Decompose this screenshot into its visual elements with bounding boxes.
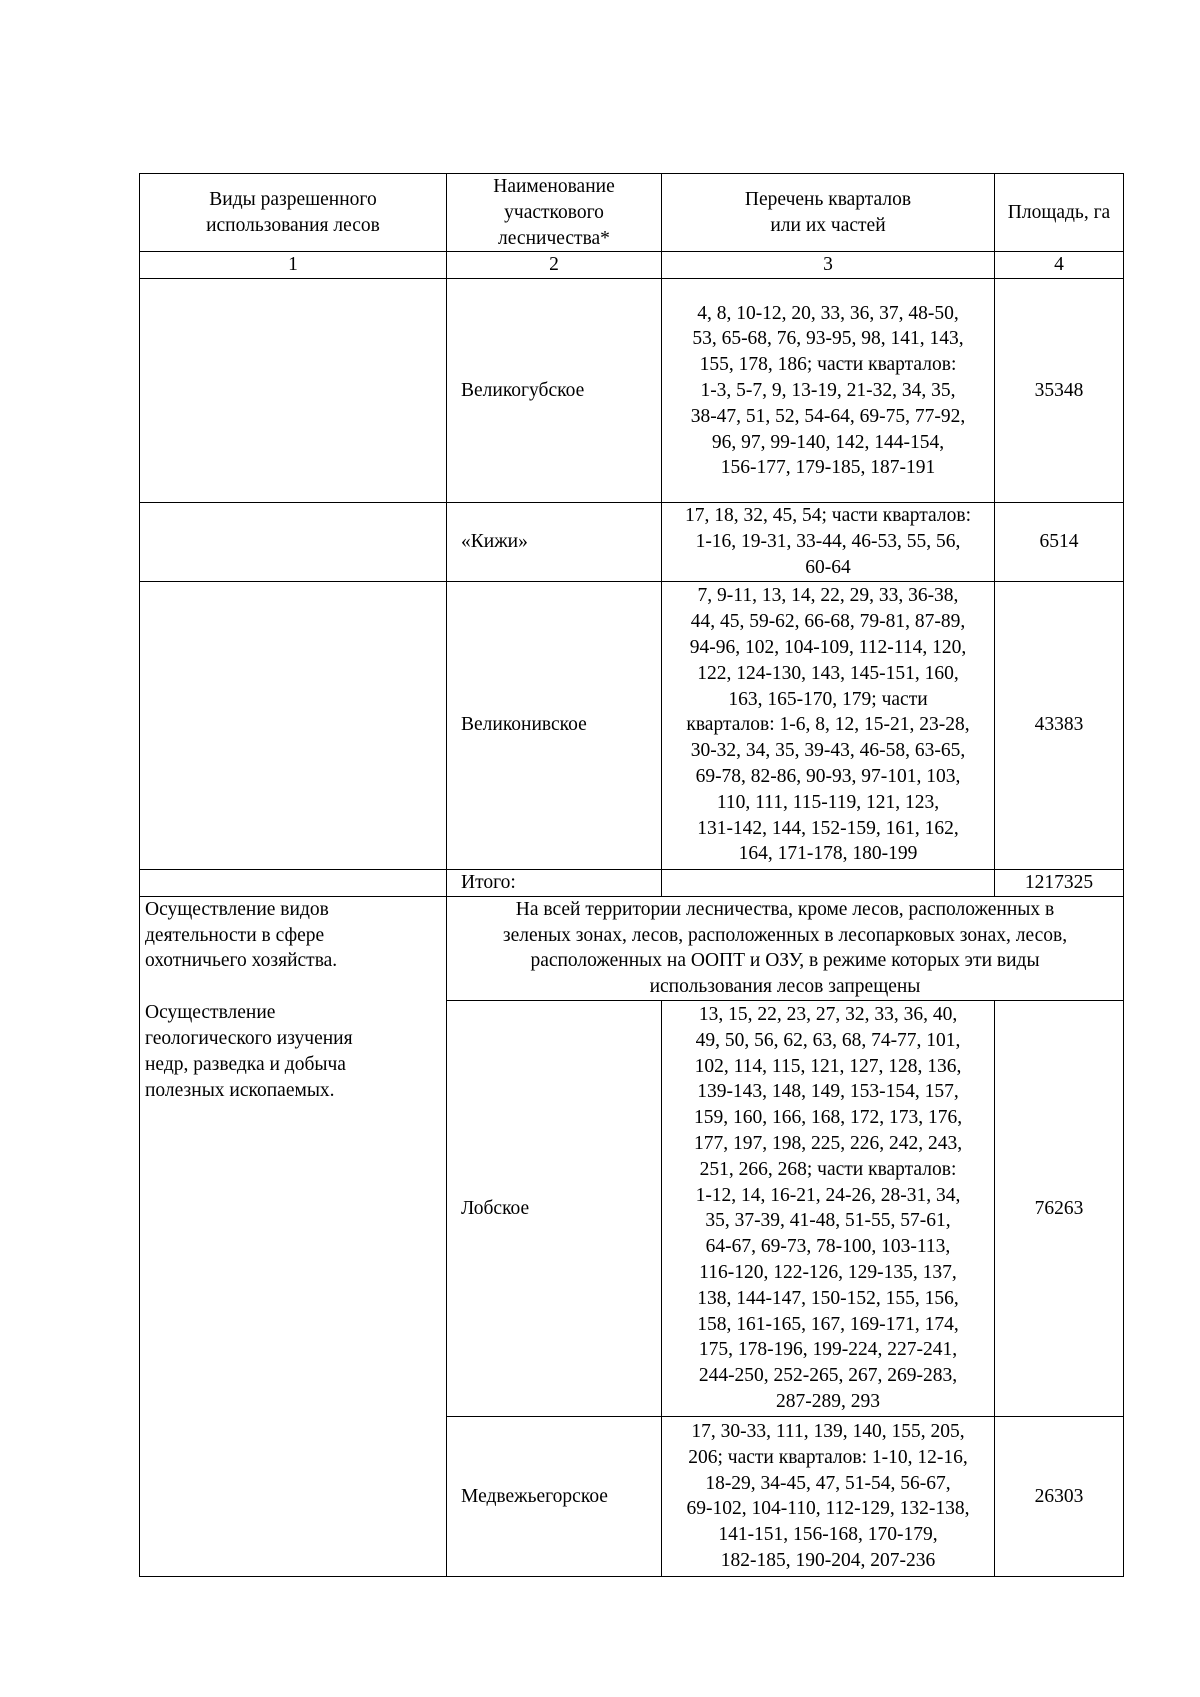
header-use-types: Виды разрешенного использования лесов [140, 174, 447, 252]
quarters-cell: 17, 18, 32, 45, 54; части кварталов: 1-16, 19-31, 33-44, 46-53, 55, 56, 60-64 [662, 503, 995, 581]
table-row [140, 503, 1124, 581]
header-quarters-list: Перечень кварталов или их частей [662, 174, 995, 252]
column-number: 1 [140, 252, 447, 279]
whole-territory-note: На всей территории лесничества, кроме лесов, расположенных в зеленых зонах, лесов, расположенных в лесопарковых зонах, лесов, расположенных на ООПТ и ОЗУ, в режиме которых эти виды использования лесов запрещены [447, 896, 1124, 1000]
quarters-cell: 4, 8, 10-12, 20, 33, 36, 37, 48-50, 53, 65-68, 76, 93-95, 98, 141, 143, 155, 178, 186; части кварталов: 1-3, 5-7, 9, 13-19, 21-32, 34, 35, 38-47, 51, 52, 54-64, 69-75, 77-92, 96, 97, 99-140, 142, 144-154, 156-177, 179-185, 187-191 [662, 279, 995, 503]
quarters-cell: 17, 30-33, 111, 139, 140, 155, 205, 206; части кварталов: 1-10, 12-16, 18-29, 34-45, 47, 51-54, 56-67, 69-102, 104-110, 112-129, 132-138, 141-151, 156-168, 170-179, 182-185, 190-204, 207-236 [662, 1416, 995, 1576]
use-types-cell-empty [140, 503, 447, 581]
table-row [140, 581, 1124, 869]
area-cell: 6514 [995, 503, 1124, 581]
district-name-cell: «Кижи» [447, 503, 662, 581]
forest-use-table [139, 173, 1124, 1577]
total-value: 1217325 [995, 869, 1124, 896]
column-number-row [140, 252, 1124, 279]
column-number: 2 [447, 252, 662, 279]
use-types-cell-empty [140, 869, 447, 896]
area-cell: 35348 [995, 279, 1124, 503]
area-cell: 43383 [995, 581, 1124, 869]
column-number: 3 [662, 252, 995, 279]
use-types-cell [140, 896, 447, 1576]
header-district-name: Наименование участкового лесничества* [447, 174, 662, 252]
area-cell: 26303 [995, 1416, 1124, 1576]
total-label: Итого: [447, 869, 662, 896]
district-name-cell: Великогубское [447, 279, 662, 503]
header-area: Площадь, га [995, 174, 1124, 252]
use-types-cell-empty [140, 581, 447, 869]
table-row [140, 279, 1124, 503]
use-types-cell-empty [140, 279, 447, 503]
district-name-cell: Великонивское [447, 581, 662, 869]
use-type-geology: Осуществление геологического изучения недр, разведка и добыча полезных ископаемых. [145, 1002, 353, 1101]
district-name-cell: Лобское [447, 1000, 662, 1416]
header-row [140, 174, 1124, 252]
total-row [140, 869, 1124, 896]
quarters-cell: 13, 15, 22, 23, 27, 32, 33, 36, 40, 49, 50, 56, 62, 63, 68, 74-77, 101, 102, 114, 115, 121, 127, 128, 136, 139-143, 148, 149, 153-154, 157, 159, 160, 166, 168, 172, 173, 176, 177, 197, 198, 225, 226, 242, 243, 251, 266, 268; части кварталов: 1-12, 14, 16-21, 24-26, 28-31, 34, 35, 37-39, 41-48, 51-55, 57-61, 64-67, 69-73, 78-100, 103-113, 116-120, 122-126, 129-135, 137, 138, 144-147, 150-152, 155, 156, 158, 161-165, 167, 169-171, 174, 175, 178-196, 199-224, 227-241, 244-250, 252-265, 267, 269-283, 287-289, 293 [662, 1000, 995, 1416]
section2-span-row [140, 896, 1124, 1000]
area-cell: 76263 [995, 1000, 1124, 1416]
quarters-cell: 7, 9-11, 13, 14, 22, 29, 33, 36-38, 44, 45, 59-62, 66-68, 79-81, 87-89, 94-96, 102, 104-109, 112-114, 120, 122, 124-130, 143, 145-151, 160, 163, 165-170, 179; части кварталов: 1-6, 8, 12, 15-21, 23-28, 30-32, 34, 35, 39-43, 46-58, 63-65, 69-78, 82-86, 90-93, 97-101, 103, 110, 111, 115-119, 121, 123, 131-142, 144, 152-159, 161, 162, 164, 171-178, 180-199 [662, 581, 995, 869]
district-name-cell: Медвежьегорское [447, 1416, 662, 1576]
quarters-cell-empty [662, 869, 995, 896]
column-number: 4 [995, 252, 1124, 279]
use-type-hunting: Осуществление видов деятельности в сфере охотничьего хозяйства. [145, 898, 338, 972]
